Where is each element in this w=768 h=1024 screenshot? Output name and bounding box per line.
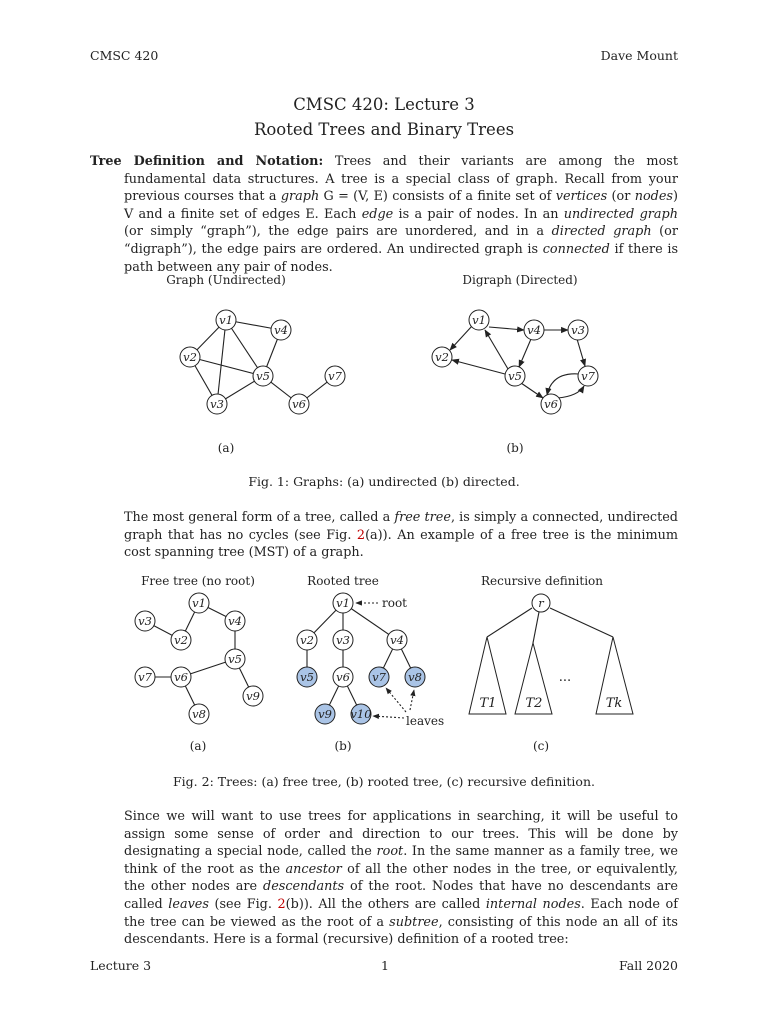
term-leaves: leaves [168, 896, 209, 912]
node-label: v4 [274, 323, 288, 337]
leaf-node [350, 704, 371, 724]
node-label: v5 [228, 652, 242, 666]
node-label: v7 [328, 369, 342, 383]
course-label: CMSC 420 [90, 48, 159, 63]
subtree-label: T2 [525, 696, 543, 711]
node-label: v2 [300, 633, 314, 647]
term-free-tree: free tree [394, 510, 451, 525]
figure-reference-link[interactable]: 2 [277, 896, 286, 912]
tree-node [135, 611, 155, 631]
free-tree-nodes [135, 593, 263, 724]
term-descendants: descendants [263, 879, 345, 895]
text-span: is a pair of nodes. In an [393, 206, 564, 222]
leaves-annotation: leaves [406, 714, 445, 728]
figure-reference-link[interactable]: 2 [356, 527, 366, 543]
tree-node [225, 611, 245, 631]
leaf-node [315, 704, 335, 724]
term-nodes: nodes [634, 189, 673, 205]
node-label: v3 [336, 633, 350, 647]
node-label: v2 [174, 633, 188, 647]
ellipsis: ... [558, 670, 572, 685]
node-label: v5 [508, 369, 522, 383]
figure-1b-label: Digraph (Directed) [462, 273, 578, 287]
leaves-pointer-arrow [410, 690, 414, 710]
term-root: root [376, 844, 404, 860]
node-label: v4 [390, 633, 404, 647]
term-directed-graph: directed graph [551, 224, 652, 240]
leaf-node [405, 667, 425, 687]
edge [533, 612, 539, 643]
figure-2b-label: Rooted tree [307, 574, 379, 588]
tree-node [225, 649, 245, 669]
term-internal-nodes: internal nodes [485, 896, 581, 912]
text-span: (or [607, 189, 635, 205]
subtree-label: Tk [605, 696, 623, 711]
node-label: v6 [544, 397, 558, 411]
text-span: (b)). All the others are called [285, 896, 486, 912]
text-span: if there is path between any pair of nodes. [124, 241, 679, 275]
tree-node [297, 630, 317, 650]
node-label: v3 [571, 323, 585, 337]
footer-lecture: Lecture 3 [90, 958, 152, 973]
subtree-label: T1 [479, 696, 497, 711]
term-connected: connected [542, 241, 610, 257]
node-label: v6 [292, 397, 306, 411]
node-label: v7 [372, 670, 386, 684]
text-span: The most general form of a tree, called a [124, 510, 395, 525]
paragraph-rooted-tree [124, 808, 678, 949]
figure-2a-sublabel: (a) [189, 739, 207, 753]
tree-node [333, 593, 353, 613]
node-label: v5 [300, 670, 314, 684]
text-span: , is simply a connected, undirected graph that has no cycles (see Fig. [124, 510, 678, 543]
figure-2-caption: Fig. 2: Trees: (a) free tree, (b) rooted tree, (c) recursive definition. [173, 774, 595, 789]
term-undirected-graph: undirected graph [563, 206, 678, 222]
text-span: Since we will want to use trees for applications in searching, it will be useful to assign some sense of order and direction to our trees. This will be done by designating a special node, called the [124, 809, 678, 860]
tree-node [189, 593, 209, 613]
figure-2c-label: Recursive definition [481, 574, 603, 588]
tree-node [387, 630, 407, 650]
node-label: v9 [246, 689, 260, 703]
text-span: Trees and their variants are among the most fundamental data structures. A tree is a special class of graph. Recall from your previous courses that a [124, 154, 678, 205]
node-label: v10 [350, 707, 372, 721]
leaves-pointer-arrow [373, 716, 404, 718]
tree-node [333, 667, 353, 687]
node-label: v3 [138, 614, 152, 628]
tree-node [333, 630, 353, 650]
edge [550, 608, 613, 637]
node-label: v8 [192, 707, 206, 721]
node-label: v2 [183, 350, 197, 364]
text-span: . In the same manner as a family tree, we think of the root as the [124, 844, 678, 877]
leaf-node [297, 667, 317, 687]
tree-node [243, 686, 263, 706]
node-label: v5 [256, 369, 270, 383]
node-label: v4 [228, 614, 242, 628]
node-label: v3 [210, 397, 224, 411]
author-label: Dave Mount [600, 48, 678, 63]
edge [487, 608, 532, 637]
text-span: of all the other nodes in the tree, or equivalently, the other nodes are [124, 861, 678, 895]
term-subtree: subtree [389, 914, 439, 930]
node-label: v1 [336, 596, 350, 610]
tree-node [171, 667, 191, 687]
figure-2c-sublabel: (c) [532, 739, 550, 753]
figure-1a-label: Graph (Undirected) [166, 273, 286, 287]
figure-1-caption: Fig. 1: Graphs: (a) undirected (b) directed. [248, 474, 520, 489]
text-span: G = (V, E) consists of a finite set of [319, 189, 556, 205]
term-edge: edge [361, 206, 394, 222]
node-label: v1 [472, 313, 486, 327]
leaf-node [369, 667, 389, 687]
node-label: v1 [219, 313, 233, 327]
root-node-r [532, 594, 550, 612]
page-number: 1 [381, 958, 389, 973]
tree-node [135, 667, 155, 687]
node-label: r [538, 596, 544, 610]
node-label: v6 [174, 670, 188, 684]
title-line-2: Rooted Trees and Binary Trees [253, 120, 515, 139]
text-span: , consisting of this node an all of its descendants. Here is a formal (recursive) definition of a rooted tree: [124, 914, 678, 948]
node-label: v4 [527, 323, 541, 337]
figure-1a-sublabel: (a) [217, 441, 235, 455]
text-span: ) V and a finite set of edges E. Each [124, 189, 678, 222]
tree-node [189, 704, 209, 724]
figure-2a-label: Free tree (no root) [141, 574, 255, 588]
node-label: v7 [581, 369, 595, 383]
paragraph-lead: Tree Definition and Notation: [90, 154, 324, 169]
node-label: v8 [408, 670, 422, 684]
figure-2b-sublabel: (b) [334, 739, 352, 753]
tree-node [171, 630, 191, 650]
term-vertices: vertices [555, 189, 608, 205]
node-label: v2 [435, 350, 449, 364]
text-span: (or “digraph”), the edge pairs are ordered. An undirected graph is [124, 224, 678, 257]
rooted-tree-edges [307, 603, 415, 714]
leaves-pointer-arrow [386, 688, 406, 712]
figure-1b-sublabel: (b) [506, 441, 524, 455]
text-span: . Each node of the tree can be viewed as the root of a [124, 896, 678, 930]
text-span: (see Fig. [208, 896, 278, 912]
footer-term: Fall 2020 [618, 958, 678, 973]
text-span: (a)). An example of a free tree is the minimum cost spanning tree (MST) of a graph. [124, 527, 678, 561]
page-footer [90, 958, 678, 973]
node-label: v1 [192, 596, 206, 610]
node-label: v7 [138, 670, 152, 684]
node-label: v6 [336, 670, 350, 684]
term-graph: graph [280, 189, 320, 205]
text-span: of the root. Nodes that have no descendants are called [124, 879, 678, 912]
root-annotation: root [382, 596, 408, 610]
term-ancestor: ancestor [285, 861, 342, 877]
text-span: (or simply “graph”), the edge pairs are unordered, and in a [124, 224, 552, 240]
title-line-1: CMSC 420: Lecture 3 [293, 95, 475, 114]
node-label: v9 [318, 707, 332, 721]
